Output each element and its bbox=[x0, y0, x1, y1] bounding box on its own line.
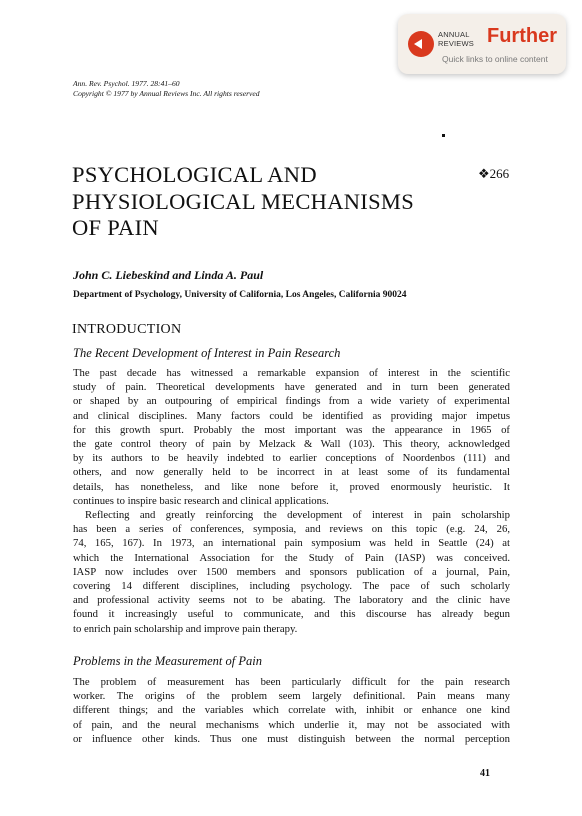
title-line: PHYSIOLOGICAL MECHANISMS bbox=[72, 188, 415, 214]
text-line: The problem of measurement has been particularly difficult for the pain research bbox=[73, 676, 510, 688]
text-line: study of pain. Theoretical developments have generated and in turn been generated bbox=[73, 381, 510, 394]
paragraph-1 bbox=[73, 366, 510, 508]
text-line: to enrich pain scholarship and improve pain therapy. bbox=[73, 622, 298, 635]
margin-mark bbox=[442, 134, 445, 137]
text-line: worker. The origins of the problem seem largely definitional. Pain means many bbox=[73, 690, 510, 703]
banner-tagline: Quick links to online content bbox=[442, 54, 548, 64]
affiliation: Department of Psychology, University of California, Los Angeles, California 90024 bbox=[73, 290, 407, 300]
text-line: IASP now includes over 1500 members and sponsors publication of a journal, Pain, bbox=[73, 565, 510, 578]
text-line: or influence other kinds. Thus one must distinguish between the normal perception bbox=[73, 732, 510, 745]
text-line: covering 14 different disciplines, including psychology. The pace of such scholarly bbox=[73, 580, 510, 593]
annual-reviews-further-banner[interactable] bbox=[398, 14, 566, 74]
text-line: and clinical disciplines. Many factors could be identified as providing major impetus bbox=[73, 409, 510, 422]
authors: John C. Liebeskind and Linda A. Paul bbox=[73, 268, 264, 282]
text-line: the gate control theory of pain by Melzack & Wall (103). This theory, acknowledged bbox=[73, 438, 510, 451]
title-line: PSYCHOLOGICAL AND bbox=[72, 162, 317, 187]
banner-small-line2: REVIEWS bbox=[438, 39, 474, 48]
text-line: which the International Association for the Study of Pain (IASP) was conceived. bbox=[73, 551, 510, 564]
text-line: of pain, and the neural mechanisms which underlie it, may not be associated with bbox=[73, 718, 510, 731]
subsection-heading: The Recent Development of Interest in Pain Research bbox=[73, 346, 341, 360]
text-line: and professional activity seems not to be abating. The laboratory and the clinic have bbox=[73, 594, 510, 607]
text-line: by its authors to be heavily indebted to earlier conceptions of Noordenbos (111) and bbox=[73, 452, 510, 465]
paragraph-2 bbox=[73, 508, 510, 636]
text-line: found it increasingly useful to communicate, and this discourse has already begun bbox=[73, 608, 510, 621]
citation-line: Ann. Rev. Psychol. 1977. 28:41–60 bbox=[73, 79, 180, 88]
copyright-line: Copyright © 1977 by Annual Reviews Inc. All rights reserved bbox=[73, 89, 260, 98]
text-line: or shaped by an outpouring of empirical findings from a wide variety of experimental bbox=[73, 395, 510, 408]
text-line: others, and now generally held to be incorrect in at least some of its fundamental bbox=[73, 466, 510, 479]
text-line: has been a series of conferences, symposia, and reviews on this topic (e.g. 24, 26, bbox=[73, 523, 510, 536]
section-heading: INTRODUCTION bbox=[72, 322, 182, 337]
paragraph-3 bbox=[73, 675, 510, 746]
banner-small-line1: ANNUAL bbox=[438, 30, 470, 39]
title-line: OF PAIN bbox=[72, 215, 159, 240]
subsection-heading: Problems in the Measurement of Pain bbox=[73, 654, 262, 668]
text-line: different things; and the variables which correlate with, inhibit or enhance one kind bbox=[73, 704, 510, 717]
text-line: details, has nonetheless, and like none before it, proved enormously heuristic. It bbox=[73, 480, 510, 493]
text-line: for this growth spurt. Probably the most important was the appearance in 1965 of bbox=[73, 423, 510, 436]
page-number: 41 bbox=[480, 768, 490, 779]
text-line: The past decade has witnessed a remarkable expansion of interest in the scientific bbox=[73, 367, 510, 379]
article-title bbox=[72, 162, 414, 242]
play-arrow-icon bbox=[408, 31, 434, 57]
article-code: ❖266 bbox=[478, 166, 510, 181]
text-line: Reflecting and greatly reinforcing the development of interest in pain scholarship bbox=[85, 509, 510, 521]
text-line: 74, 165, 167). In 1973, an international pain symposium was held in Seattle (24) at bbox=[73, 537, 510, 550]
banner-further-text: Further bbox=[487, 25, 557, 47]
citation-block bbox=[73, 79, 260, 99]
text-line: continues to inspire basic research and clinical applications. bbox=[73, 494, 329, 507]
